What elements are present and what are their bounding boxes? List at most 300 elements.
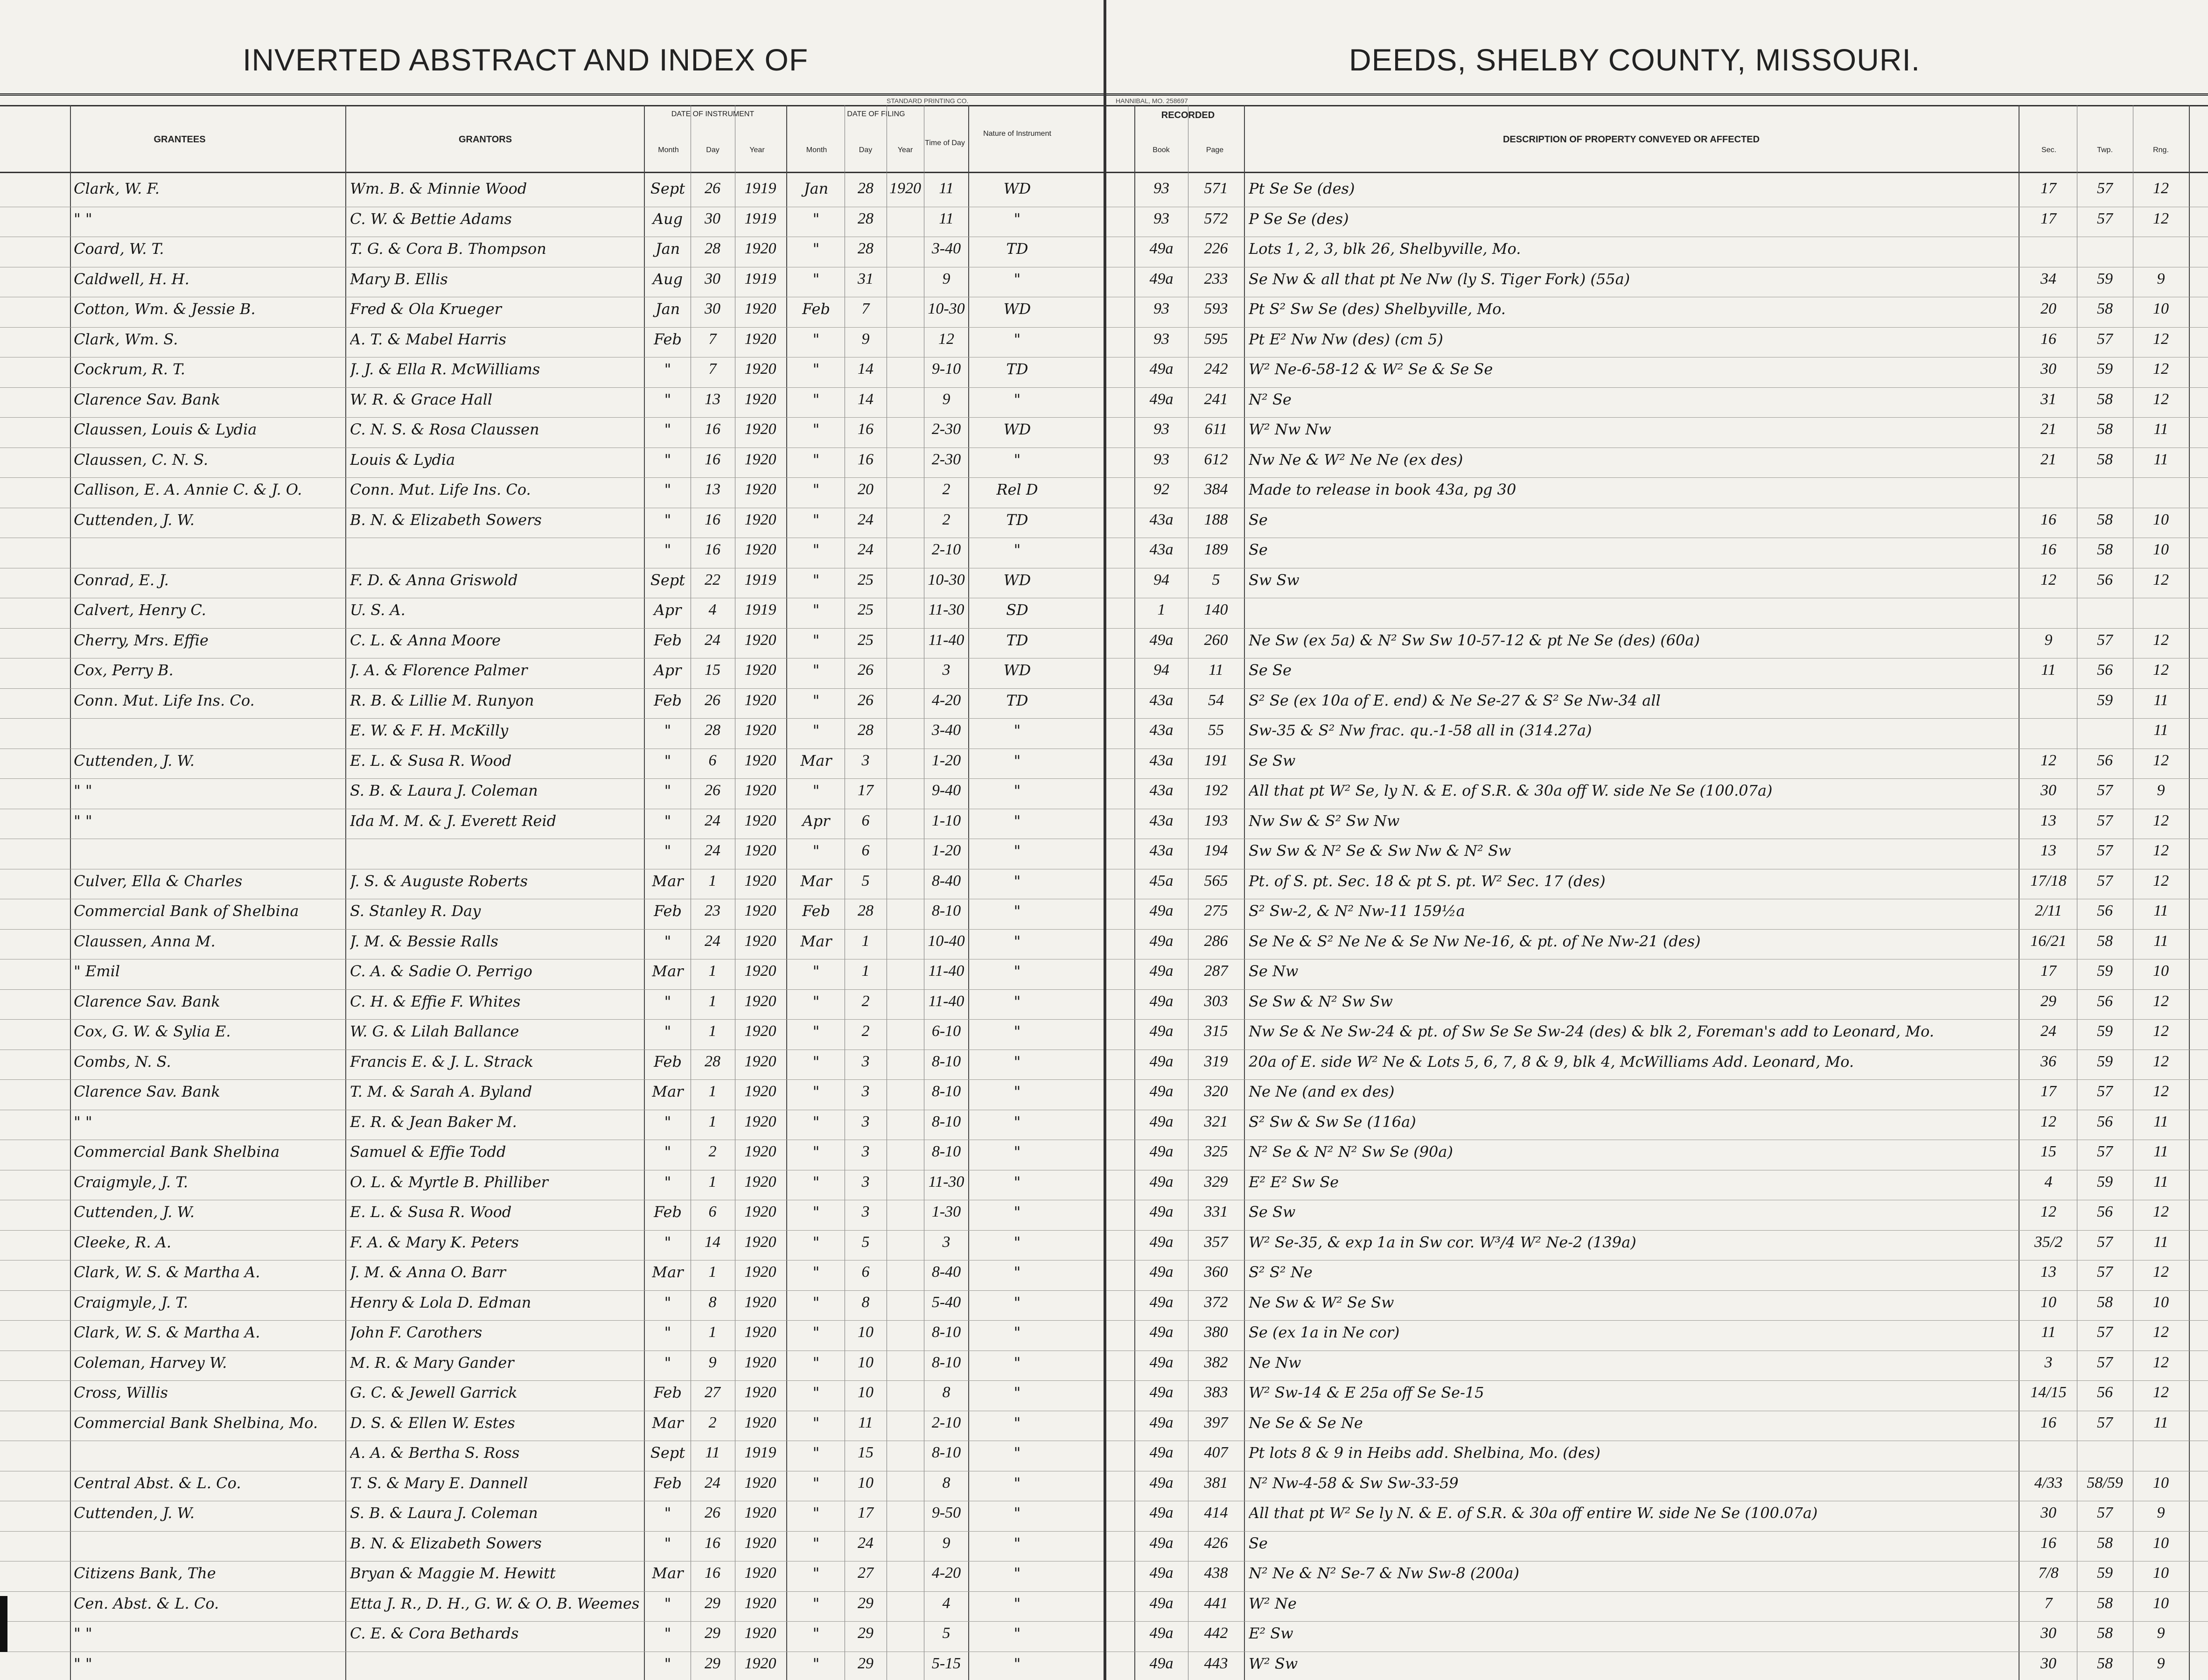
grantee-cell: Cuttenden, J. W. bbox=[74, 1203, 195, 1221]
ruled-line bbox=[0, 1320, 1104, 1321]
instrument-day-cell: 30 bbox=[705, 210, 720, 227]
book-cell: 92 bbox=[1153, 481, 1169, 498]
grantor-cell: T. M. & Sarah A. Byland bbox=[350, 1083, 532, 1100]
filing-month-cell: Feb bbox=[802, 300, 830, 318]
filing-day-cell: 25 bbox=[858, 631, 873, 649]
table-row bbox=[1106, 298, 2208, 320]
nature-cell: " bbox=[1013, 1353, 1021, 1372]
time-cell: 3 bbox=[942, 661, 950, 679]
description-cell: Se Sw bbox=[1249, 751, 1296, 770]
filing-day-cell: 10 bbox=[858, 1474, 873, 1491]
table-row bbox=[0, 448, 1104, 471]
file-year-header: Year bbox=[897, 146, 913, 154]
filing-month-cell: " bbox=[812, 1173, 820, 1191]
page-cell: 325 bbox=[1204, 1143, 1228, 1160]
filing-day-cell: 3 bbox=[861, 751, 870, 769]
instrument-year-cell: 1919 bbox=[744, 180, 776, 197]
table-row bbox=[1106, 448, 2208, 471]
table-row bbox=[1106, 1231, 2208, 1253]
description-cell: Made to release in book 43a, pg 30 bbox=[1249, 481, 1516, 498]
instrument-day-cell: 28 bbox=[705, 240, 720, 257]
instrument-day-cell: 24 bbox=[705, 842, 720, 859]
table-row bbox=[0, 1231, 1104, 1253]
filing-year-cell bbox=[887, 1141, 923, 1162]
ruled-line bbox=[1106, 1320, 2208, 1321]
filing-day-cell: 28 bbox=[858, 902, 873, 919]
twp-cell: 59 bbox=[2097, 1052, 2113, 1070]
instrument-day-cell: 6 bbox=[708, 751, 717, 769]
instrument-month-cell: " bbox=[664, 1022, 671, 1040]
description-cell: Pt. of S. pt. Sec. 18 & pt S. pt. W² Sec. 17 (des) bbox=[1249, 872, 1606, 890]
instrument-month-cell: Feb bbox=[654, 1052, 682, 1071]
table-row bbox=[1106, 599, 2208, 621]
table-row bbox=[0, 870, 1104, 892]
table-row bbox=[1106, 1171, 2208, 1193]
instrument-month-cell: " bbox=[664, 1173, 671, 1191]
twp-cell: 59 bbox=[2097, 691, 2113, 709]
filing-month-cell: " bbox=[812, 842, 820, 860]
time-cell: 8-40 bbox=[931, 1263, 961, 1281]
table-row bbox=[0, 1050, 1104, 1073]
filing-day-cell: 9 bbox=[861, 330, 870, 348]
filing-year-cell bbox=[887, 1202, 923, 1222]
page-header: Page bbox=[1206, 146, 1224, 154]
grantee-cell: " " bbox=[74, 1624, 92, 1642]
table-row bbox=[1106, 1502, 2208, 1524]
table-row bbox=[1106, 1652, 2208, 1675]
nature-cell: " bbox=[1013, 1384, 1021, 1401]
table-row bbox=[0, 268, 1104, 290]
grantor-cell: Fred & Ola Krueger bbox=[350, 300, 502, 318]
instrument-month-cell: Sept bbox=[650, 1444, 685, 1462]
ruled-line bbox=[1106, 989, 2208, 990]
ruled-line bbox=[0, 1380, 1104, 1381]
description-header: DESCRIPTION OF PROPERTY CONVEYED OR AFFECTED bbox=[1502, 134, 1760, 145]
sec-cell: 17/18 bbox=[2030, 872, 2067, 889]
rng-cell: 9 bbox=[2157, 1504, 2165, 1521]
rng-header: Rng. bbox=[2153, 146, 2169, 154]
ruled-line bbox=[0, 688, 1104, 689]
grantor-cell: Bryan & Maggie M. Hewitt bbox=[350, 1564, 556, 1582]
filing-day-cell: 26 bbox=[858, 691, 873, 709]
instrument-year-cell: 1920 bbox=[744, 511, 776, 528]
twp-cell: 57 bbox=[2097, 1233, 2113, 1251]
page-cell: 315 bbox=[1204, 1022, 1228, 1040]
ruled-line bbox=[1106, 1380, 2208, 1381]
page-cell: 194 bbox=[1204, 842, 1228, 859]
rng-cell: 12 bbox=[2153, 1203, 2169, 1220]
nature-cell: " bbox=[1013, 270, 1021, 288]
time-cell: 11 bbox=[939, 210, 954, 227]
time-cell: 5 bbox=[942, 1624, 950, 1642]
sec-cell: 16/21 bbox=[2030, 932, 2067, 950]
filing-month-cell: " bbox=[812, 1233, 820, 1251]
twp-cell: 59 bbox=[2097, 962, 2113, 980]
instrument-year-cell: 1920 bbox=[744, 420, 776, 438]
filing-day-cell: 10 bbox=[858, 1353, 873, 1371]
grantor-cell: J. M. & Anna O. Barr bbox=[350, 1263, 506, 1281]
nature-cell: " bbox=[1013, 721, 1021, 739]
table-row bbox=[1106, 810, 2208, 832]
page-cell: 188 bbox=[1204, 511, 1228, 528]
instrument-year-cell: 1920 bbox=[744, 1113, 776, 1130]
description-cell: Se bbox=[1249, 1534, 1268, 1552]
rng-cell: 12 bbox=[2153, 1083, 2169, 1100]
rng-cell: 11 bbox=[2153, 1173, 2168, 1190]
nature-cell: WD bbox=[1003, 300, 1031, 318]
nature-cell: " bbox=[1013, 1654, 1021, 1673]
instrument-month-cell: " bbox=[664, 390, 671, 408]
twp-cell: 58/59 bbox=[2087, 1474, 2123, 1491]
twp-cell: 59 bbox=[2097, 1173, 2113, 1190]
filing-month-cell: " bbox=[812, 1444, 820, 1462]
filing-year-cell bbox=[887, 1593, 923, 1614]
description-cell: Nw Ne & W² Ne Ne (ex des) bbox=[1249, 450, 1463, 469]
filing-month-cell: Jan bbox=[804, 180, 829, 197]
description-cell bbox=[1249, 600, 2016, 620]
time-cell: 11-30 bbox=[928, 601, 964, 618]
time-cell: 3-40 bbox=[931, 240, 961, 257]
ruled-line bbox=[0, 1531, 1104, 1532]
nature-cell: TD bbox=[1006, 360, 1028, 378]
grantor-cell: W. G. & Lilah Ballance bbox=[350, 1022, 519, 1040]
grantor-cell: C. A. & Sadie O. Perrigo bbox=[350, 962, 532, 980]
twp-cell: 57 bbox=[2097, 210, 2113, 227]
table-row bbox=[1106, 1141, 2208, 1163]
book-cell: 43a bbox=[1149, 541, 1174, 558]
grantor-cell: M. R. & Mary Gander bbox=[350, 1353, 514, 1372]
book-cell: 93 bbox=[1153, 210, 1169, 227]
grantor-cell: F. D. & Anna Griswold bbox=[350, 571, 518, 589]
filing-month-cell: " bbox=[812, 571, 820, 589]
filing-day-cell: 3 bbox=[861, 1083, 870, 1100]
grantee-cell: Cox, G. W. & Sylia E. bbox=[74, 1022, 231, 1040]
instrument-month-cell: " bbox=[664, 1594, 671, 1612]
table-row bbox=[0, 569, 1104, 591]
rng-cell: 10 bbox=[2153, 1564, 2169, 1582]
twp-cell: 59 bbox=[2097, 270, 2113, 287]
filing-month-cell: " bbox=[812, 1113, 820, 1131]
page-cell: 441 bbox=[1204, 1594, 1228, 1612]
filing-year-cell bbox=[887, 449, 923, 470]
instrument-month-cell: " bbox=[664, 1113, 671, 1131]
sec-cell: 24 bbox=[2040, 1022, 2056, 1040]
book-cell: 1 bbox=[1157, 601, 1166, 618]
time-cell: 8-10 bbox=[931, 902, 961, 919]
ruled-line bbox=[0, 1019, 1104, 1020]
nature-cell: " bbox=[1013, 1143, 1021, 1161]
ruled-line bbox=[1106, 718, 2208, 719]
nature-cell: " bbox=[1013, 1323, 1021, 1341]
filing-month-cell: " bbox=[812, 390, 820, 408]
filing-month-cell: " bbox=[812, 631, 820, 649]
instrument-day-cell: 7 bbox=[708, 330, 717, 348]
table-row bbox=[0, 1592, 1104, 1615]
description-cell: Nw Sw & S² Sw Nw bbox=[1249, 812, 1400, 830]
grantor-cell: E. L. & Susa R. Wood bbox=[350, 1203, 512, 1221]
filing-year-cell bbox=[887, 660, 923, 680]
page-cell: 438 bbox=[1204, 1564, 1228, 1582]
book-cell: 49a bbox=[1149, 1233, 1174, 1251]
book-cell: 49a bbox=[1149, 1323, 1174, 1341]
time-cell: 6-10 bbox=[931, 1022, 961, 1040]
sec-cell: 16 bbox=[2040, 1414, 2056, 1431]
grantor-cell: R. B. & Lillie M. Runyon bbox=[350, 691, 534, 709]
grantor-cell: Wm. B. & Minnie Wood bbox=[350, 180, 527, 197]
page-cell: 5 bbox=[1212, 571, 1220, 588]
filing-year-cell bbox=[887, 1623, 923, 1644]
page-cell: 593 bbox=[1204, 300, 1228, 317]
description-cell: Ne Ne (and ex des) bbox=[1249, 1083, 1395, 1100]
right-column-header bbox=[1106, 105, 2208, 173]
instrument-day-cell: 13 bbox=[705, 390, 720, 408]
grantor-cell: U. S. A. bbox=[350, 601, 405, 619]
grantee-cell: Conrad, E. J. bbox=[74, 571, 169, 589]
table-row bbox=[1106, 779, 2208, 802]
instrument-month-cell: " bbox=[664, 842, 671, 860]
filing-month-cell: " bbox=[812, 691, 820, 709]
filing-day-cell: 26 bbox=[858, 661, 873, 679]
nature-cell: " bbox=[1013, 932, 1021, 950]
instrument-day-cell: 9 bbox=[708, 1353, 717, 1371]
instrument-day-cell: 24 bbox=[705, 1474, 720, 1491]
grantor-cell: J. M. & Bessie Ralls bbox=[350, 932, 498, 950]
filing-day-cell: 28 bbox=[858, 721, 873, 739]
sec-cell: 21 bbox=[2040, 450, 2056, 468]
instrument-year-cell: 1920 bbox=[744, 1353, 776, 1371]
twp-cell: 56 bbox=[2097, 1113, 2113, 1130]
grantor-cell: S. B. & Laura J. Coleman bbox=[350, 782, 538, 799]
sec-cell: 16 bbox=[2040, 1534, 2056, 1552]
ruled-line bbox=[1106, 1591, 2208, 1592]
grantee-cell: " Emil bbox=[74, 962, 120, 980]
table-row bbox=[1106, 659, 2208, 681]
filing-year-cell bbox=[887, 600, 923, 620]
sec-cell: 12 bbox=[2040, 751, 2056, 769]
instrument-month-cell: " bbox=[664, 1233, 671, 1251]
inst-month-header: Month bbox=[658, 146, 679, 154]
grantee-cell bbox=[74, 720, 342, 741]
instrument-day-cell: 29 bbox=[705, 1624, 720, 1642]
grantor-cell: John F. Carothers bbox=[350, 1323, 482, 1341]
filing-month-cell: " bbox=[812, 1203, 820, 1221]
instrument-year-cell: 1920 bbox=[744, 1624, 776, 1642]
ruled-line bbox=[1106, 778, 2208, 779]
book-cell: 49a bbox=[1149, 902, 1174, 919]
table-row bbox=[0, 1472, 1104, 1494]
grantee-cell: Combs, N. S. bbox=[74, 1052, 171, 1071]
nature-cell: SD bbox=[1006, 601, 1028, 619]
instrument-month-cell: " bbox=[664, 1504, 671, 1522]
twp-cell: 58 bbox=[2097, 541, 2113, 558]
twp-cell: 57 bbox=[2097, 1083, 2113, 1100]
page-cell: 275 bbox=[1204, 902, 1228, 919]
grantor-cell: T. S. & Mary E. Dannell bbox=[350, 1474, 528, 1492]
right-imprint: HANNIBAL, MO. 258697 bbox=[1116, 97, 1188, 105]
grantee-cell bbox=[74, 539, 342, 560]
filing-day-cell: 16 bbox=[858, 420, 873, 438]
time-cell: 12 bbox=[938, 330, 954, 348]
description-cell: W² Nw Nw bbox=[1249, 420, 1331, 438]
filing-year-cell bbox=[887, 1232, 923, 1253]
ruled-line bbox=[0, 1079, 1104, 1080]
ruled-line bbox=[1106, 1019, 2208, 1020]
rng-cell: 11 bbox=[2153, 721, 2168, 739]
ruled-line bbox=[1106, 628, 2208, 629]
nature-header: Nature of Instrument bbox=[983, 130, 1051, 138]
table-row bbox=[1106, 1201, 2208, 1223]
nature-cell: " bbox=[1013, 1414, 1021, 1432]
grantee-cell: Cockrum, R. T. bbox=[74, 360, 185, 378]
filing-month-cell: " bbox=[812, 1534, 820, 1552]
grantee-cell: Central Abst. & L. Co. bbox=[74, 1474, 241, 1492]
grantee-cell: Craigmyle, J. T. bbox=[74, 1293, 189, 1311]
ruled-line bbox=[0, 628, 1104, 629]
table-row bbox=[0, 478, 1104, 501]
table-row bbox=[1106, 1472, 2208, 1494]
description-cell: Sw Sw & N² Se & Sw Nw & N² Sw bbox=[1249, 842, 1511, 860]
instrument-month-cell: Feb bbox=[654, 631, 682, 649]
twp-cell: 57 bbox=[2097, 872, 2113, 889]
table-row bbox=[0, 810, 1104, 832]
twp-cell: 58 bbox=[2097, 1624, 2113, 1642]
filing-day-cell: 2 bbox=[861, 992, 870, 1010]
instrument-year-cell: 1920 bbox=[744, 842, 776, 859]
time-cell: 1-20 bbox=[931, 842, 961, 859]
nature-cell: " bbox=[1013, 1594, 1021, 1612]
description-cell: S² S² Ne bbox=[1249, 1263, 1313, 1281]
instrument-month-cell: " bbox=[664, 751, 671, 770]
filing-year-cell bbox=[887, 1653, 923, 1674]
table-row bbox=[1106, 840, 2208, 862]
description-cell: Ne Nw bbox=[1249, 1353, 1301, 1372]
grantee-cell: Coleman, Harvey W. bbox=[74, 1353, 227, 1372]
filing-year-cell bbox=[887, 1473, 923, 1493]
grantee-cell: " " bbox=[74, 1654, 92, 1673]
grantee-cell: Culver, Ella & Charles bbox=[74, 872, 243, 890]
instrument-year-cell: 1920 bbox=[744, 360, 776, 378]
page-cell: 260 bbox=[1204, 631, 1228, 649]
filing-year-cell bbox=[887, 419, 923, 440]
sec-cell: 16 bbox=[2040, 330, 2056, 348]
twp-cell: 57 bbox=[2097, 782, 2113, 799]
grantee-cell: " " bbox=[74, 782, 92, 799]
instrument-year-cell: 1920 bbox=[744, 481, 776, 498]
filing-day-cell: 25 bbox=[858, 601, 873, 618]
time-cell: 1-20 bbox=[931, 751, 961, 769]
filing-year-cell bbox=[887, 299, 923, 319]
rng-cell bbox=[2134, 1442, 2188, 1463]
table-row bbox=[1106, 1532, 2208, 1554]
instrument-year-cell: 1920 bbox=[744, 1173, 776, 1190]
grantor-cell: Mary B. Ellis bbox=[350, 270, 448, 288]
instrument-day-cell: 23 bbox=[705, 902, 720, 919]
instrument-day-cell: 1 bbox=[708, 1173, 717, 1190]
instrument-month-cell: " bbox=[664, 1624, 671, 1642]
grantee-cell: Calvert, Henry C. bbox=[74, 601, 206, 619]
rng-cell: 12 bbox=[2153, 842, 2169, 859]
filing-month-cell: Mar bbox=[800, 872, 832, 890]
book-cell: 43a bbox=[1149, 812, 1174, 829]
instrument-year-cell: 1920 bbox=[744, 300, 776, 317]
description-cell: Ne Se & Se Ne bbox=[1249, 1414, 1363, 1432]
time-cell: 10-30 bbox=[928, 571, 965, 588]
instrument-year-cell: 1920 bbox=[744, 631, 776, 649]
instrument-day-cell: 26 bbox=[705, 691, 720, 709]
instrument-year-cell: 1920 bbox=[744, 1474, 776, 1491]
filing-year-cell bbox=[887, 1413, 923, 1433]
twp-cell: 57 bbox=[2097, 631, 2113, 649]
instrument-year-cell: 1920 bbox=[744, 450, 776, 468]
sec-cell: 20 bbox=[2040, 300, 2056, 317]
rng-cell: 12 bbox=[2153, 360, 2169, 378]
table-row bbox=[0, 1381, 1104, 1404]
time-cell: 8 bbox=[942, 1474, 950, 1491]
filing-month-cell: Mar bbox=[800, 751, 832, 770]
filing-day-cell: 6 bbox=[861, 812, 870, 829]
sec-cell bbox=[2021, 479, 2076, 500]
instrument-day-cell: 16 bbox=[705, 511, 720, 528]
left-imprint: STANDARD PRINTING CO. bbox=[887, 97, 969, 105]
rng-cell: 11 bbox=[2153, 450, 2168, 468]
sec-cell: 29 bbox=[2040, 992, 2056, 1010]
instrument-day-cell: 24 bbox=[705, 812, 720, 829]
sec-cell: 30 bbox=[2040, 1624, 2056, 1642]
instrument-day-cell: 26 bbox=[705, 1504, 720, 1521]
grantor-cell: O. L. & Myrtle B. Philliber bbox=[350, 1173, 548, 1191]
filing-day-cell: 6 bbox=[861, 1263, 870, 1281]
instrument-day-cell: 16 bbox=[705, 1564, 720, 1582]
twp-cell: 57 bbox=[2097, 330, 2113, 348]
instrument-day-cell: 2 bbox=[708, 1414, 717, 1431]
inst-day-header: Day bbox=[706, 146, 720, 154]
instrument-year-cell: 1920 bbox=[744, 390, 776, 408]
table-row bbox=[0, 509, 1104, 531]
nature-cell: " bbox=[1013, 1052, 1021, 1071]
instrument-day-cell: 1 bbox=[708, 1022, 717, 1040]
book-cell: 49a bbox=[1149, 1022, 1174, 1040]
nature-cell: " bbox=[1013, 390, 1021, 408]
instrument-day-cell: 1 bbox=[708, 872, 717, 889]
page-cell: 193 bbox=[1204, 812, 1228, 829]
time-cell: 11-40 bbox=[928, 631, 964, 649]
book-cell: 49a bbox=[1149, 1474, 1174, 1491]
twp-cell: 59 bbox=[2097, 1564, 2113, 1582]
rng-cell: 9 bbox=[2157, 270, 2165, 287]
table-row bbox=[0, 1080, 1104, 1103]
page-cell: 426 bbox=[1204, 1534, 1228, 1552]
table-row bbox=[0, 900, 1104, 922]
filing-year-cell bbox=[887, 1081, 923, 1102]
nature-cell: " bbox=[1013, 330, 1021, 348]
top-rule bbox=[1106, 93, 2208, 96]
page-cell: 565 bbox=[1204, 872, 1228, 889]
filing-month-cell: " bbox=[812, 992, 820, 1010]
rng-cell: 10 bbox=[2153, 300, 2169, 317]
book-cell: 43a bbox=[1149, 511, 1174, 528]
filing-year-cell bbox=[887, 961, 923, 981]
table-row bbox=[1106, 1442, 2208, 1464]
instrument-month-cell: Mar bbox=[652, 1414, 684, 1432]
sec-cell: 7/8 bbox=[2038, 1564, 2059, 1582]
filing-day-cell: 28 bbox=[858, 180, 873, 197]
instrument-year-cell: 1920 bbox=[744, 1594, 776, 1612]
description-cell: E² Sw bbox=[1249, 1624, 1293, 1642]
nature-cell: " bbox=[1013, 1203, 1021, 1221]
nature-cell: TD bbox=[1006, 631, 1028, 649]
instrument-month-cell: Feb bbox=[654, 1384, 682, 1401]
grantor-cell: S. Stanley R. Day bbox=[350, 902, 481, 920]
